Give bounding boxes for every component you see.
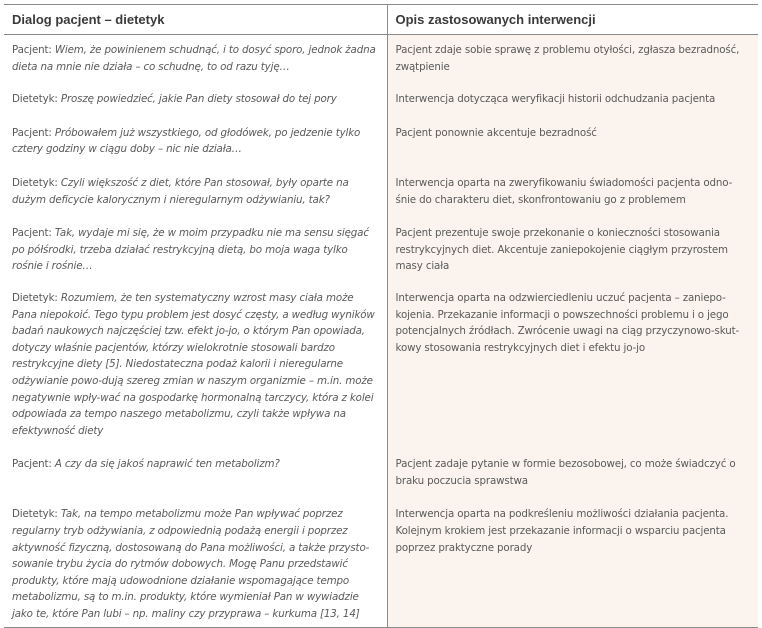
table-row (4, 218, 758, 283)
speaker-label: Dietetyk: (12, 291, 61, 304)
intervention-description: Pacjent zdaje sobie sprawę z problemu otyłości, zgłasza bezradność, zwątpienie (387, 35, 758, 86)
intervention-description: Pacjent prezentuje swoje przekonanie o konieczności stosowania restrykcyjnych diet. Akcentuje zaniepokojenie ciągłym przyrostem masy ciała (387, 218, 758, 283)
speaker-label: Pacjent: (12, 458, 55, 471)
header-interventions: Opis zastosowanych interwencji (387, 5, 758, 35)
speaker-label: Pacjent: (12, 227, 55, 240)
intervention-description: Interwencja oparta na odzwierciedleniu uczuć pacjenta – zaniepo-kojenia. Przekazanie informacji o powszechności problemu i o jego potencjalnych źródłach. Zwrócenie uwagi na ciąg przyczynowo-skut-kowy stosowania restrykcyjnych diet i efektu jo-jo (387, 283, 758, 449)
utterance-text: Próbowałem już wszystkiego, od głodówek, po jedzenie tylko cztery godziny w ciągu doby – nic nie działa… (12, 126, 361, 156)
speaker-label: Dietetyk: (12, 176, 61, 189)
speaker-label: Dietetyk: (12, 508, 61, 521)
table-row (4, 449, 758, 499)
dialog-cell (4, 118, 387, 168)
header-dialog: Dialog pacjent – dietetyk (4, 5, 387, 35)
table-row (4, 85, 758, 118)
utterance-text: Czyli większość z diet, które Pan stosował, były oparte na dużym deficycie kalorycznym i nieregularnym odżywianiu, tak? (12, 176, 349, 206)
dialog-cell (4, 283, 387, 449)
intervention-description: Pacjent zadaje pytanie w formie bezosobowej, co może świadczyć o braku poczucia sprawstwa (387, 449, 758, 499)
dialog-cell (4, 35, 387, 86)
intervention-description: Interwencja dotycząca weryfikacji historii odchudzania pacjenta (387, 85, 758, 118)
dialog-cell (4, 85, 387, 118)
utterance-text: Proszę powiedzieć, jakie Pan diety stosował do tej pory (60, 93, 337, 106)
intervention-description: Interwencja oparta na podkreśleniu możliwości działania pacjenta. Kolejnym krokiem jest przekazanie informacji o wsparciu pacjenta poprzez praktyczne porady (387, 499, 758, 627)
table-row (4, 283, 758, 449)
dialog-cell (4, 499, 387, 627)
utterance-text: Tak, wydaje mi się, że w moim przypadku nie ma sensu sięgać po półśrodki, trzeba działać restrykcyjną dietą, bo moja waga tylko rośnie i rośnie… (12, 227, 369, 273)
table-row (4, 499, 758, 627)
utterance-text: Rozumiem, że ten systematyczny wzrost masy ciała może Pana niepokoić. Tego typu problem jest dosyć częsty, a według wyników badań naukowych najczęściej tzw. efekt jo-jo, o którym Pan opowiada, dotyczy właśnie pacjentów, którzy wielokrotnie stosowali bardzo restrykcyjne diety [5]. Niedostateczna podaż kalorii i nieregularne odżywianie powo-dują szereg zmian w naszym organizmie – m.in. może negatywnie wpły-wać na gospodarkę hormonalną tarczycy, która z kolei odpowiada za tempo naszego metabolizmu, czyli także wpływa na efektywność diety (12, 291, 375, 437)
utterance-text: Tak, na tempo metabolizmu może Pan wpływać poprzez regularny tryb odżywiania, z odpowiednią podażą energii i poprzez aktywność fizyczną, dostosowaną do Pana możliwości, a także przysto-sowanie trybu życia do rytmów dobowych. Mogę Panu przedstawić produkty, które mają udowodnione działanie wspomagające tempo metabolizmu, są to m.in. produkty, które wymieniał Pan w wywiadzie jako te, które Pan lubi – np. maliny czy przyprawa – kurkuma [13, 14] (12, 508, 370, 621)
dialog-cell (4, 218, 387, 283)
table-row (4, 118, 758, 168)
speaker-label: Dietetyk: (12, 93, 61, 106)
speaker-label: Pacjent: (12, 44, 55, 56)
dialog-table (4, 4, 758, 628)
speaker-label: Pacjent: (12, 126, 55, 139)
utterance-text: A czy da się jakoś naprawić ten metabolizm? (54, 458, 280, 471)
table-header-row (4, 5, 758, 35)
table-row (4, 35, 758, 86)
utterance-text: Wiem, że powinienem schudnąć, i to dosyć sporo, jednok żadna dieta na mnie nie działa – co schudnę, to od razu tyję… (12, 44, 376, 73)
intervention-description: Pacjent ponownie akcentuje bezradność (387, 118, 758, 168)
dialog-cell (4, 168, 387, 218)
table-row (4, 168, 758, 218)
intervention-description: Interwencja oparta na zweryfikowaniu świadomości pacjenta odno-śnie do charakteru diet, skonfrontowaniu go z problemem (387, 168, 758, 218)
dialog-cell (4, 449, 387, 499)
